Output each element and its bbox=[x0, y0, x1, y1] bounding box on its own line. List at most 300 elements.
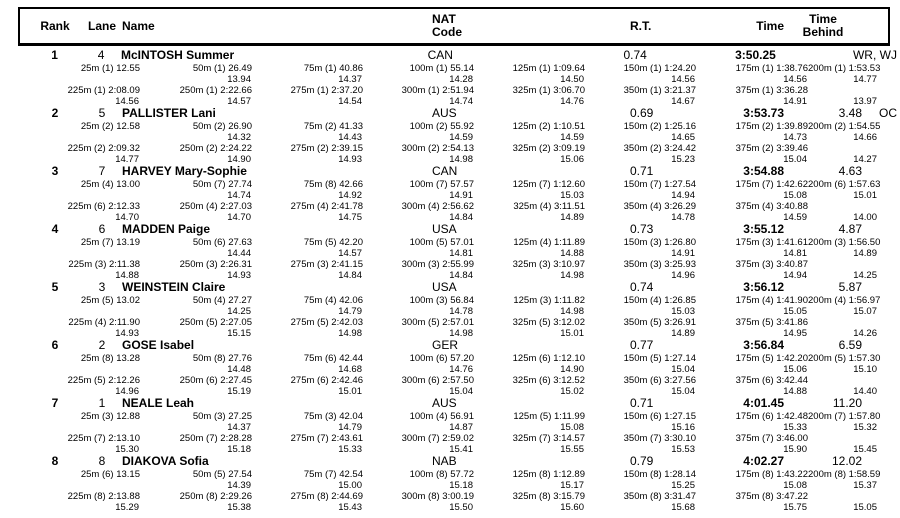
split-cell bbox=[0, 354, 140, 375]
split-cell bbox=[474, 180, 585, 201]
header-name: Name bbox=[122, 18, 155, 33]
split-cumulative-time: 25m (3) 12.88 bbox=[80, 411, 140, 422]
split-lap-diff: 14.39 bbox=[227, 479, 251, 491]
result-main-line bbox=[0, 164, 900, 179]
split-cell bbox=[585, 260, 696, 281]
split-cell bbox=[808, 318, 878, 339]
split-cell bbox=[0, 492, 140, 513]
split-cumulative-time: 200m (3) 1:56.50 bbox=[808, 237, 881, 248]
split-lap-diff: 14.73 bbox=[783, 131, 807, 143]
split-lap-diff: 15.08 bbox=[783, 479, 807, 491]
split-cumulative-time: 375m (1) 3:36.28 bbox=[735, 85, 808, 96]
rank: 7 bbox=[51, 396, 59, 410]
split-lap-diff: 14.87 bbox=[449, 421, 473, 433]
split-lap-diff: 14.37 bbox=[338, 73, 362, 85]
split-lap-diff: 14.81 bbox=[783, 247, 807, 259]
split-cell bbox=[474, 260, 585, 281]
split-cell bbox=[474, 412, 585, 433]
split-cumulative-time: 25m (4) 13.00 bbox=[80, 179, 140, 190]
split-cumulative-time: 75m (7) 42.54 bbox=[303, 469, 363, 480]
split-cumulative-time: 50m (5) 27.54 bbox=[192, 469, 252, 480]
split-cumulative-time bbox=[808, 144, 878, 155]
split-cell bbox=[0, 470, 140, 491]
split-cumulative-time: 325m (1) 3:06.70 bbox=[512, 85, 585, 96]
split-cumulative-time: 50m (2) 26.90 bbox=[192, 121, 252, 132]
split-cumulative-time: 350m (5) 3:26.91 bbox=[623, 317, 696, 328]
split-lap-diff: 14.94 bbox=[671, 189, 695, 201]
splits-line-2 bbox=[0, 492, 900, 513]
split-lap-diff: 15.32 bbox=[853, 421, 877, 433]
split-cell bbox=[696, 492, 808, 513]
split-cell bbox=[0, 376, 140, 397]
split-cumulative-time bbox=[808, 260, 878, 271]
split-cumulative-time: 100m (1) 55.14 bbox=[409, 63, 474, 74]
split-lap-diff: 14.75 bbox=[338, 211, 362, 223]
splits-line-1 bbox=[0, 354, 900, 375]
split-cumulative-time: 50m (1) 26.49 bbox=[192, 63, 252, 74]
nat-code: NAB bbox=[432, 454, 457, 468]
split-cell bbox=[474, 318, 585, 339]
split-lap-diff: 15.23 bbox=[671, 153, 695, 165]
split-lap-diff: 14.89 bbox=[671, 327, 695, 339]
split-lap-diff: 13.97 bbox=[853, 95, 877, 107]
split-cell bbox=[474, 202, 585, 223]
split-cell bbox=[696, 86, 808, 107]
splits-line-2 bbox=[0, 318, 900, 339]
split-cumulative-time: 225m (3) 2:11.38 bbox=[68, 259, 140, 270]
split-cell bbox=[808, 469, 881, 491]
split-cell bbox=[252, 376, 363, 397]
splits-line-2 bbox=[0, 202, 900, 223]
split-lap-diff: 14.89 bbox=[853, 247, 877, 259]
split-cumulative-time: 100m (6) 57.20 bbox=[409, 353, 474, 364]
split-cumulative-time: 350m (7) 3:30.10 bbox=[623, 433, 696, 444]
swimmer-name: HARVEY Mary-Sophie bbox=[122, 164, 247, 178]
split-lap-diff: 13.94 bbox=[227, 73, 251, 85]
reaction-time: 0.71 bbox=[630, 396, 654, 410]
split-cumulative-time bbox=[808, 202, 878, 213]
split-cumulative-time: 200m (6) 1:57.63 bbox=[808, 179, 881, 190]
split-cumulative-time: 375m (6) 3:42.44 bbox=[735, 375, 808, 386]
split-cell bbox=[252, 180, 363, 201]
split-cell bbox=[140, 122, 252, 143]
split-cell bbox=[140, 434, 252, 455]
split-cumulative-time: 75m (8) 42.66 bbox=[303, 179, 363, 190]
split-cumulative-time: 250m (2) 2:24.22 bbox=[179, 143, 252, 154]
split-cell bbox=[585, 86, 696, 107]
splits-line-2 bbox=[0, 434, 900, 455]
split-lap-diff: 14.93 bbox=[338, 153, 362, 165]
split-cell bbox=[808, 121, 881, 143]
split-cell bbox=[0, 296, 140, 317]
split-lap-diff: 14.50 bbox=[560, 73, 584, 85]
split-cumulative-time: 350m (3) 3:25.93 bbox=[623, 259, 696, 270]
split-cumulative-time: 175m (6) 1:42.48 bbox=[735, 411, 808, 422]
split-lap-diff: 14.84 bbox=[449, 269, 473, 281]
split-lap-diff: 15.06 bbox=[560, 153, 584, 165]
result-main-line bbox=[0, 48, 900, 63]
split-lap-diff: 14.59 bbox=[560, 131, 584, 143]
split-cumulative-time: 225m (2) 2:09.32 bbox=[67, 143, 140, 154]
split-cell bbox=[585, 470, 696, 491]
split-cell bbox=[474, 354, 585, 375]
split-lap-diff bbox=[0, 423, 140, 434]
split-cell bbox=[585, 122, 696, 143]
split-lap-diff: 14.84 bbox=[449, 211, 473, 223]
split-lap-diff: 14.74 bbox=[227, 189, 251, 201]
split-cell bbox=[363, 64, 474, 85]
split-cell bbox=[474, 470, 585, 491]
split-lap-diff: 15.07 bbox=[853, 305, 877, 317]
split-cumulative-time: 75m (6) 42.44 bbox=[303, 353, 363, 364]
reaction-time: 0.79 bbox=[630, 454, 654, 468]
split-lap-diff: 14.90 bbox=[227, 153, 251, 165]
split-cumulative-time: 100m (8) 57.72 bbox=[409, 469, 474, 480]
split-lap-diff: 15.04 bbox=[449, 385, 473, 397]
split-cell bbox=[474, 86, 585, 107]
result-row bbox=[0, 280, 900, 338]
split-cumulative-time bbox=[808, 434, 878, 445]
split-cumulative-time: 275m (4) 2:41.78 bbox=[290, 201, 363, 212]
split-cell bbox=[585, 376, 696, 397]
split-lap-diff: 14.88 bbox=[783, 385, 807, 397]
split-lap-diff: 14.93 bbox=[227, 269, 251, 281]
split-lap-diff bbox=[0, 249, 140, 260]
lane: 6 bbox=[98, 222, 106, 236]
swimmer-name: NEALE Leah bbox=[122, 396, 195, 410]
time-behind: 6.59 bbox=[838, 338, 862, 352]
splits-line-1 bbox=[0, 470, 900, 491]
split-cell bbox=[808, 144, 878, 165]
split-lap-diff bbox=[0, 365, 140, 376]
split-cell bbox=[585, 144, 696, 165]
time-behind: 4.87 bbox=[838, 222, 862, 236]
swimmer-name: WEINSTEIN Claire bbox=[122, 280, 226, 294]
split-cell bbox=[140, 260, 252, 281]
swimmer-name: GOSE Isabel bbox=[122, 338, 195, 352]
split-lap-diff: 14.96 bbox=[115, 385, 139, 397]
split-cell bbox=[0, 202, 140, 223]
splits-line-2 bbox=[0, 144, 900, 165]
split-cell bbox=[252, 492, 363, 513]
split-cell bbox=[0, 86, 140, 107]
lane: 8 bbox=[98, 454, 106, 468]
split-cumulative-time: 250m (5) 2:27.05 bbox=[179, 317, 252, 328]
split-cumulative-time: 275m (5) 2:42.03 bbox=[290, 317, 363, 328]
split-cumulative-time: 200m (2) 1:54.55 bbox=[808, 121, 881, 132]
split-lap-diff: 15.60 bbox=[560, 501, 584, 513]
header-rank: Rank bbox=[40, 18, 70, 33]
split-lap-diff bbox=[0, 75, 140, 86]
result-row bbox=[0, 106, 900, 164]
split-cumulative-time: 150m (7) 1:27.54 bbox=[623, 179, 696, 190]
split-cumulative-time: 100m (2) 55.92 bbox=[409, 121, 474, 132]
split-cell bbox=[140, 318, 252, 339]
split-lap-diff: 14.00 bbox=[853, 211, 877, 223]
split-cell bbox=[252, 412, 363, 433]
split-cumulative-time: 175m (1) 1:38.76 bbox=[735, 63, 808, 74]
split-lap-diff: 15.01 bbox=[560, 327, 584, 339]
split-cell bbox=[696, 202, 808, 223]
nat-code: CAN bbox=[432, 164, 458, 178]
split-cell bbox=[474, 122, 585, 143]
split-cell bbox=[474, 238, 585, 259]
result-row bbox=[0, 222, 900, 280]
split-lap-diff: 14.91 bbox=[671, 247, 695, 259]
split-cumulative-time: 50m (4) 27.27 bbox=[192, 295, 252, 306]
split-cell bbox=[363, 318, 474, 339]
split-cell bbox=[585, 238, 696, 259]
split-lap-diff: 14.74 bbox=[449, 95, 473, 107]
split-cell bbox=[474, 296, 585, 317]
swimmer-name: MADDEN Paige bbox=[122, 222, 211, 236]
split-cumulative-time: 125m (5) 1:11.99 bbox=[513, 411, 585, 422]
split-cell bbox=[808, 434, 878, 455]
split-cell bbox=[252, 296, 363, 317]
split-cell bbox=[474, 376, 585, 397]
split-cell bbox=[252, 122, 363, 143]
split-lap-diff: 15.75 bbox=[783, 501, 807, 513]
split-cumulative-time: 250m (3) 2:26.31 bbox=[179, 259, 252, 270]
split-lap-diff: 14.76 bbox=[560, 95, 584, 107]
split-cell bbox=[808, 376, 878, 397]
split-cumulative-time: 375m (5) 3:41.86 bbox=[735, 317, 808, 328]
final-time: 3:50.25 bbox=[735, 48, 776, 62]
split-cell bbox=[808, 353, 881, 375]
split-lap-diff bbox=[0, 191, 140, 202]
split-cumulative-time: 225m (8) 2:13.88 bbox=[67, 491, 140, 502]
reaction-time: 0.73 bbox=[630, 222, 654, 236]
split-lap-diff: 15.19 bbox=[227, 385, 251, 397]
split-lap-diff: 15.15 bbox=[227, 327, 251, 339]
result-row bbox=[0, 454, 900, 512]
final-time: 3:55.12 bbox=[743, 222, 784, 236]
split-cumulative-time: 50m (3) 27.25 bbox=[192, 411, 252, 422]
split-lap-diff: 15.05 bbox=[783, 305, 807, 317]
split-cumulative-time: 350m (8) 3:31.47 bbox=[623, 491, 696, 502]
split-cell bbox=[585, 64, 696, 85]
split-lap-diff: 14.96 bbox=[671, 269, 695, 281]
split-lap-diff: 14.88 bbox=[560, 247, 584, 259]
lane: 2 bbox=[98, 338, 106, 352]
split-cumulative-time: 300m (7) 2:59.02 bbox=[401, 433, 474, 444]
split-lap-diff: 14.70 bbox=[115, 211, 139, 223]
split-cumulative-time: 175m (2) 1:39.89 bbox=[735, 121, 808, 132]
split-cumulative-time: 225m (5) 2:12.26 bbox=[67, 375, 140, 386]
header-lane: Lane bbox=[88, 18, 117, 33]
split-lap-diff: 14.94 bbox=[783, 269, 807, 281]
nat-code: USA bbox=[432, 280, 457, 294]
split-cumulative-time: 375m (7) 3:46.00 bbox=[735, 433, 808, 444]
split-cumulative-time: 350m (1) 3:21.37 bbox=[623, 85, 696, 96]
rank: 4 bbox=[51, 222, 59, 236]
reaction-time: 0.74 bbox=[623, 48, 647, 62]
final-time: 3:53.73 bbox=[743, 106, 784, 120]
result-main-line bbox=[0, 396, 900, 411]
lane: 7 bbox=[98, 164, 106, 178]
split-cell bbox=[585, 434, 696, 455]
time-behind: 3.48 bbox=[838, 106, 862, 120]
split-cumulative-time: 50m (7) 27.74 bbox=[192, 179, 252, 190]
split-lap-diff: 14.95 bbox=[783, 327, 807, 339]
reaction-time: 0.77 bbox=[630, 338, 654, 352]
nat-code: AUS bbox=[432, 106, 457, 120]
split-cumulative-time: 150m (8) 1:28.14 bbox=[623, 469, 696, 480]
split-cell bbox=[585, 492, 696, 513]
split-lap-diff: 14.68 bbox=[338, 363, 362, 375]
split-lap-diff: 15.04 bbox=[783, 153, 807, 165]
nat-code: CAN bbox=[427, 48, 453, 62]
split-cumulative-time: 25m (6) 13.15 bbox=[80, 469, 140, 480]
swimmer-name: McINTOSH Summer bbox=[120, 48, 235, 62]
split-cumulative-time: 150m (2) 1:25.16 bbox=[623, 121, 696, 132]
split-lap-diff: 14.79 bbox=[338, 421, 362, 433]
split-cell bbox=[585, 202, 696, 223]
split-cumulative-time: 250m (1) 2:22.66 bbox=[179, 85, 252, 96]
split-lap-diff: 15.90 bbox=[783, 443, 807, 455]
split-cumulative-time bbox=[808, 318, 878, 329]
split-cumulative-time: 250m (4) 2:27.03 bbox=[179, 201, 252, 212]
nat-code: USA bbox=[432, 222, 457, 236]
split-cell bbox=[808, 179, 881, 201]
nat-code: AUS bbox=[432, 396, 457, 410]
split-cell bbox=[363, 238, 474, 259]
split-cell bbox=[140, 202, 252, 223]
split-lap-diff: 15.55 bbox=[560, 443, 584, 455]
results-table-body bbox=[0, 48, 900, 512]
split-cumulative-time: 300m (1) 2:51.94 bbox=[401, 85, 474, 96]
split-cumulative-time: 125m (6) 1:12.10 bbox=[512, 353, 585, 364]
split-lap-diff: 14.98 bbox=[338, 327, 362, 339]
split-lap-diff: 14.98 bbox=[560, 305, 584, 317]
split-lap-diff: 15.45 bbox=[853, 443, 877, 455]
split-cumulative-time: 225m (6) 2:12.33 bbox=[67, 201, 140, 212]
split-lap-diff: 14.56 bbox=[115, 95, 139, 107]
split-lap-diff: 14.79 bbox=[338, 305, 362, 317]
split-cell bbox=[363, 202, 474, 223]
split-cumulative-time: 200m (7) 1:57.80 bbox=[808, 411, 881, 422]
split-cell bbox=[0, 180, 140, 201]
header-nat-code: NAT Code bbox=[432, 12, 462, 39]
reaction-time: 0.69 bbox=[630, 106, 654, 120]
split-cell bbox=[696, 260, 808, 281]
split-cumulative-time: 175m (8) 1:43.22 bbox=[735, 469, 808, 480]
split-lap-diff: 15.38 bbox=[227, 501, 251, 513]
reaction-time: 0.74 bbox=[630, 280, 654, 294]
results-header bbox=[0, 9, 900, 43]
splits-line-2 bbox=[0, 86, 900, 107]
split-cumulative-time: 325m (7) 3:14.57 bbox=[512, 433, 585, 444]
split-cell bbox=[363, 260, 474, 281]
split-lap-diff: 15.00 bbox=[338, 479, 362, 491]
split-cumulative-time: 200m (1) 1:53.53 bbox=[808, 63, 881, 74]
split-cumulative-time: 350m (4) 3:26.29 bbox=[623, 201, 696, 212]
rank: 6 bbox=[51, 338, 59, 352]
lane: 3 bbox=[98, 280, 106, 294]
split-cumulative-time: 250m (7) 2:28.28 bbox=[179, 433, 252, 444]
split-cell bbox=[140, 86, 252, 107]
split-cumulative-time: 25m (2) 12.58 bbox=[80, 121, 140, 132]
split-cell bbox=[363, 492, 474, 513]
split-cumulative-time: 175m (5) 1:42.20 bbox=[735, 353, 808, 364]
rank: 5 bbox=[51, 280, 59, 294]
rank: 8 bbox=[51, 454, 59, 468]
split-cumulative-time: 150m (3) 1:26.80 bbox=[623, 237, 696, 248]
splits-line-1 bbox=[0, 122, 900, 143]
split-cumulative-time: 150m (4) 1:26.85 bbox=[623, 295, 696, 306]
split-cell bbox=[140, 492, 252, 513]
split-lap-diff: 14.26 bbox=[853, 327, 877, 339]
split-lap-diff: 15.05 bbox=[853, 501, 877, 513]
split-lap-diff: 14.98 bbox=[449, 327, 473, 339]
result-main-line bbox=[0, 338, 900, 353]
split-cumulative-time: 125m (1) 1:09.64 bbox=[512, 63, 585, 74]
split-lap-diff: 15.16 bbox=[671, 421, 695, 433]
split-cumulative-time: 325m (8) 3:15.79 bbox=[512, 491, 585, 502]
splits-line-2 bbox=[0, 260, 900, 281]
split-lap-diff: 15.08 bbox=[783, 189, 807, 201]
split-cumulative-time: 125m (3) 1:11.82 bbox=[513, 295, 585, 306]
split-lap-diff: 15.10 bbox=[853, 363, 877, 375]
split-cell bbox=[696, 354, 808, 375]
splits-line-1 bbox=[0, 180, 900, 201]
split-lap-diff: 14.98 bbox=[449, 153, 473, 165]
split-cell bbox=[696, 180, 808, 201]
final-time: 4:02.27 bbox=[743, 454, 784, 468]
split-lap-diff: 14.27 bbox=[853, 153, 877, 165]
split-lap-diff: 15.04 bbox=[671, 385, 695, 397]
split-cumulative-time: 300m (2) 2:54.13 bbox=[401, 143, 474, 154]
split-cumulative-time: 200m (5) 1:57.30 bbox=[808, 353, 881, 364]
split-cell bbox=[140, 238, 252, 259]
split-lap-diff: 15.37 bbox=[853, 479, 877, 491]
split-cell bbox=[696, 434, 808, 455]
split-lap-diff: 15.41 bbox=[449, 443, 473, 455]
split-cumulative-time: 375m (4) 3:40.88 bbox=[735, 201, 808, 212]
split-cumulative-time: 100m (3) 56.84 bbox=[409, 295, 474, 306]
split-cumulative-time: 25m (8) 13.28 bbox=[80, 353, 140, 364]
split-lap-diff: 14.59 bbox=[783, 211, 807, 223]
split-lap-diff: 15.53 bbox=[671, 443, 695, 455]
split-lap-diff: 14.48 bbox=[227, 363, 251, 375]
result-row bbox=[0, 396, 900, 454]
split-lap-diff: 14.92 bbox=[338, 189, 362, 201]
split-cell bbox=[696, 144, 808, 165]
split-cell bbox=[363, 122, 474, 143]
split-cell bbox=[696, 64, 808, 85]
split-cell bbox=[474, 64, 585, 85]
time-behind: 4.63 bbox=[838, 164, 862, 178]
split-lap-diff: 14.54 bbox=[338, 95, 362, 107]
split-cumulative-time: 125m (2) 1:10.51 bbox=[512, 121, 585, 132]
split-lap-diff: 14.59 bbox=[449, 131, 473, 143]
split-cell bbox=[696, 238, 808, 259]
split-lap-diff: 14.81 bbox=[449, 247, 473, 259]
split-cell bbox=[252, 238, 363, 259]
split-lap-diff: 14.66 bbox=[853, 131, 877, 143]
swimmer-name: DIAKOVA Sofia bbox=[122, 454, 209, 468]
split-lap-diff: 14.56 bbox=[671, 73, 695, 85]
split-lap-diff: 14.77 bbox=[115, 153, 139, 165]
split-cumulative-time: 325m (4) 3:11.51 bbox=[513, 201, 585, 212]
split-cumulative-time: 125m (4) 1:11.89 bbox=[513, 237, 585, 248]
split-cumulative-time: 150m (5) 1:27.14 bbox=[623, 353, 696, 364]
split-lap-diff: 15.18 bbox=[449, 479, 473, 491]
split-cumulative-time: 125m (7) 1:12.60 bbox=[512, 179, 585, 190]
split-cumulative-time: 175m (7) 1:42.62 bbox=[735, 179, 808, 190]
split-cell bbox=[363, 180, 474, 201]
split-cell bbox=[585, 296, 696, 317]
